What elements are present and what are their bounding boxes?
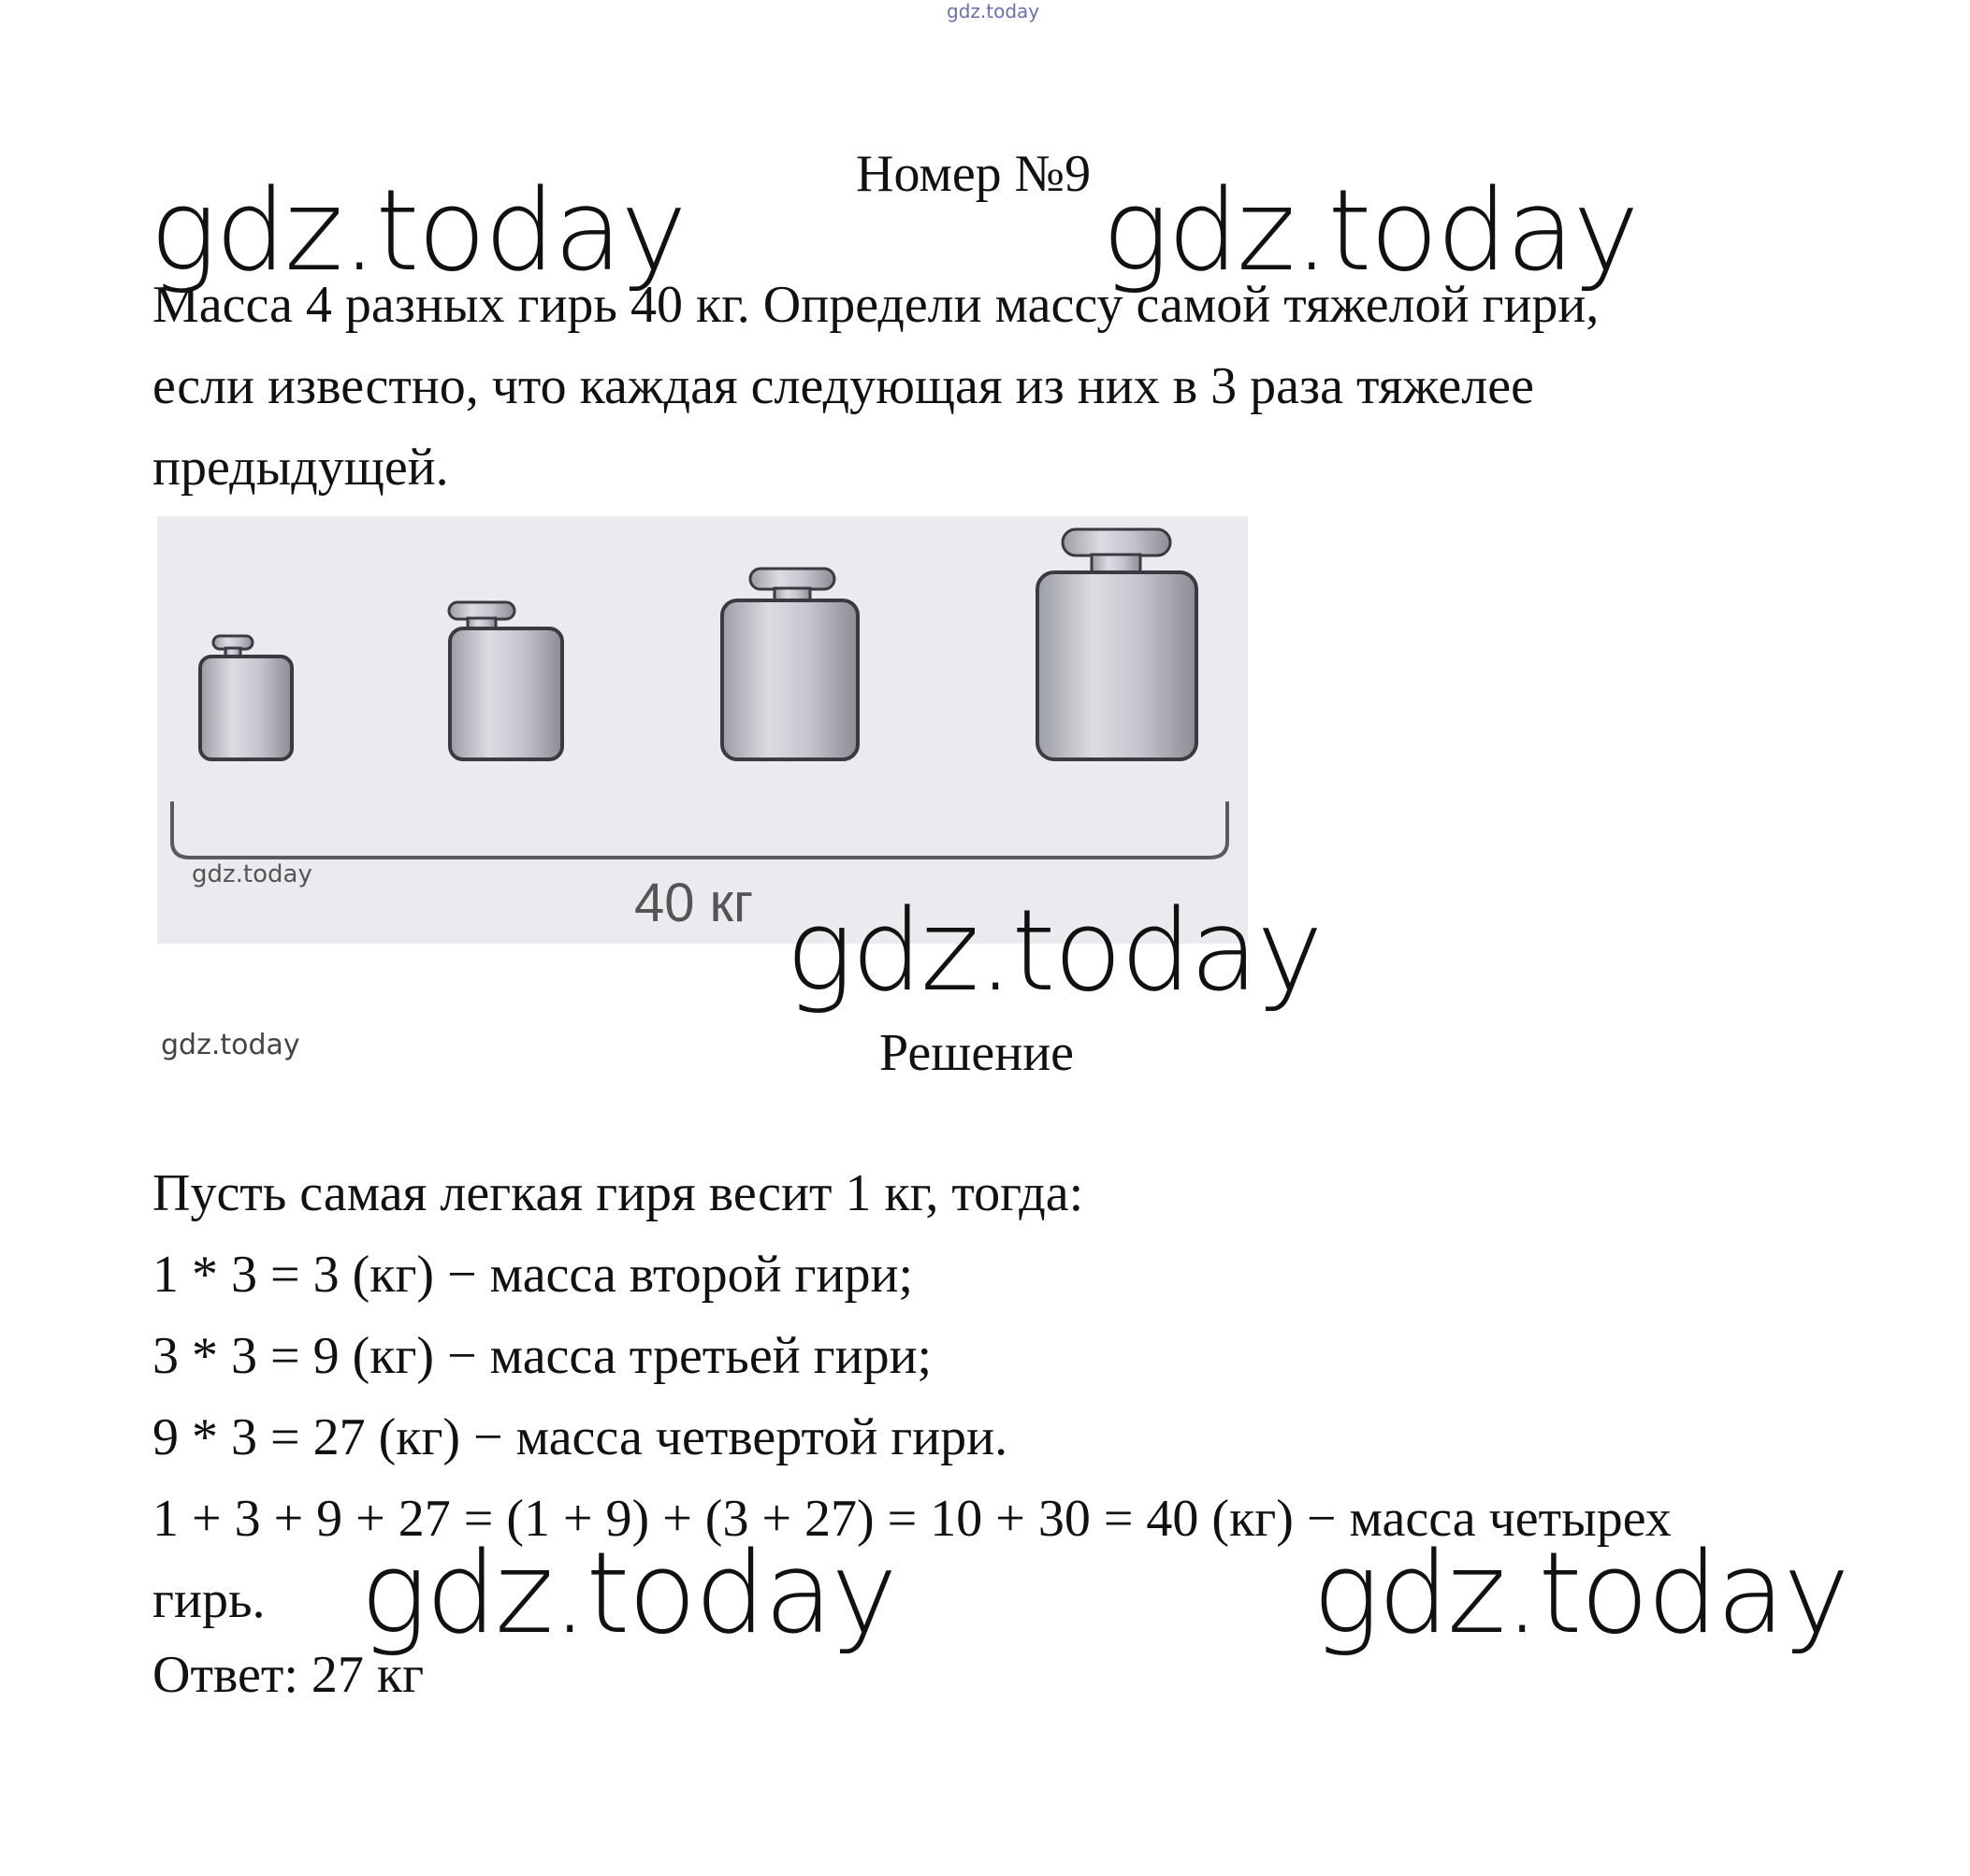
solution-line-2: 1 * 3 = 3 (кг) − масса второй гири; [152,1246,914,1304]
problem-title: Номер №9 [856,145,1092,203]
solution-line-1: Пусть самая легкая гиря весит 1 кг, тогда: [152,1164,1084,1222]
watermark-big-5: gdz.today [1312,1529,1848,1659]
watermark-big-2: gdz.today [1102,166,1638,296]
watermark-big-4: gdz.today [360,1529,896,1659]
problem-line-3: предыдущей. [152,439,449,497]
total-mass-label: 40 кг [634,873,754,933]
weights-illustration [157,516,1248,944]
weight-4 [1037,529,1196,759]
solution-line-4: 9 * 3 = 27 (кг) − масса четвертой гири. [152,1408,1008,1466]
total-mass-brace [172,801,1227,858]
watermark-big-3: gdz.today [786,887,1322,1017]
watermark-top: gdz.today [947,0,1040,22]
problem-line-1: Масса 4 разных гирь 40 кг. Определи массу самой тяжелой гири, [152,276,1600,334]
weight-3 [722,569,858,759]
watermark-big-1: gdz.today [150,166,686,296]
solution-line-6: гирь. [152,1571,266,1629]
weight-1 [200,636,292,759]
solution-line-5: 1 + 3 + 9 + 27 = (1 + 9) + (3 + 27) = 10 + 30 = 40 (кг) − масса четырех [152,1490,1672,1548]
answer-line: Ответ: 27 кг [152,1646,425,1704]
weight-2 [449,602,562,759]
watermark-small-left: gdz.today [161,1029,300,1061]
solution-line-3: 3 * 3 = 9 (кг) − масса третьей гири; [152,1327,933,1385]
watermark-figure: gdz.today [192,860,312,888]
solution-title: Решение [879,1024,1075,1082]
problem-line-2: если известно, что каждая следующая из них в 3 раза тяжелее [152,357,1534,415]
